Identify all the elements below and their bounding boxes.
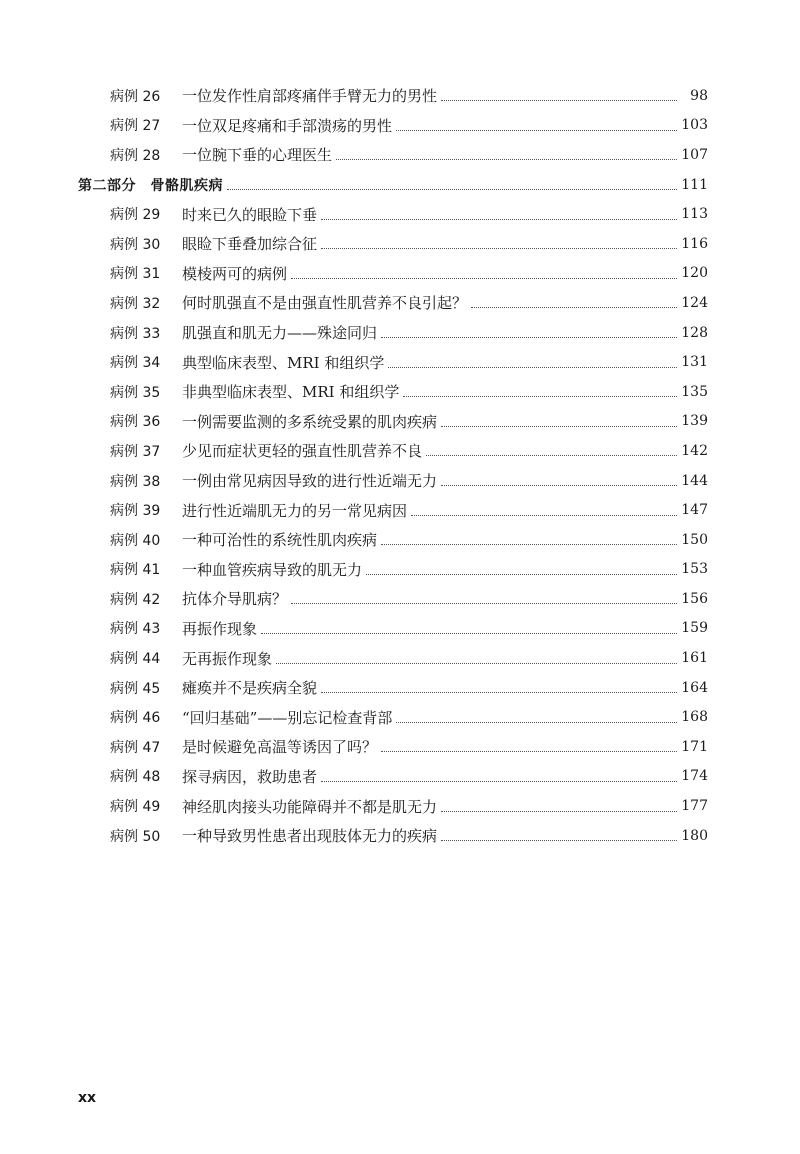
toc-entry-leader-line (182, 144, 680, 165)
toc-entry-number: 病例 30 (110, 236, 161, 253)
toc-entry-title: 瘫痪并不是疾病全貌 (182, 679, 318, 698)
toc-entry-title: 一例由常见病因导致的进行性近端无力 (182, 472, 438, 491)
table-of-contents (0, 81, 800, 850)
toc-entry-number: 病例 26 (110, 88, 161, 105)
dot-leader (441, 100, 677, 101)
toc-entry-title: 非典型临床表型、MRI 和组织学 (182, 383, 400, 402)
toc-entry-leader-line (182, 736, 680, 757)
toc-entry-number: 病例 40 (110, 532, 161, 549)
toc-entry-page-number: 98 (690, 87, 708, 104)
toc-entry-title: 一种可治性的系统性肌肉疾病 (182, 531, 378, 550)
toc-entry[interactable] (0, 466, 800, 496)
dot-leader (441, 840, 677, 841)
toc-entry-title: 是时候避免高温等诱因了吗？ (182, 738, 378, 757)
toc-entry-number: 病例 32 (110, 295, 161, 312)
toc-entry-number: 病例 38 (110, 473, 161, 490)
toc-entry-number: 病例 45 (110, 680, 161, 697)
toc-entry-leader-line (182, 440, 680, 461)
dot-leader (403, 396, 677, 397)
toc-entry-title: 眼睑下垂叠加综合征 (182, 235, 318, 254)
dot-leader (291, 278, 677, 279)
dot-leader (381, 751, 677, 752)
dot-leader (227, 189, 677, 190)
toc-entry[interactable] (0, 643, 800, 673)
toc-entry-title: 典型临床表型、MRI 和组织学 (182, 353, 385, 372)
toc-entry-number: 病例 48 (110, 769, 161, 786)
toc-entry-number: 病例 47 (110, 739, 161, 756)
toc-entry[interactable] (0, 81, 800, 111)
toc-entry-leader-line (182, 85, 680, 106)
toc-entry-title: 时来已久的眼睑下垂 (182, 205, 318, 224)
toc-entry[interactable] (0, 229, 800, 259)
dot-leader (261, 633, 677, 634)
dot-leader (426, 455, 677, 456)
toc-entry-number: 病例 27 (110, 118, 161, 135)
toc-entry-leader-line (182, 470, 680, 491)
toc-entry-number: 病例 29 (110, 207, 161, 224)
toc-entry-page-number: 128 (681, 324, 708, 341)
toc-entry-leader-line (182, 500, 680, 521)
toc-entry-page-number: 174 (681, 768, 708, 785)
toc-entry-page-number: 177 (681, 798, 708, 815)
toc-entry-leader-line (182, 411, 680, 432)
toc-entry-page-number: 111 (681, 176, 708, 193)
toc-entry-title: 进行性近端肌无力的另一常见病因 (182, 501, 408, 520)
toc-entry-page-number: 135 (681, 383, 708, 400)
dot-leader (321, 219, 677, 220)
toc-entry-leader-line (182, 233, 680, 254)
toc-entry-number: 病例 46 (110, 710, 161, 727)
toc-entry-title: 抗体介导肌病？ (182, 590, 288, 609)
toc-entry-leader-line (182, 618, 680, 639)
toc-entry[interactable] (0, 436, 800, 466)
toc-entry-page-number: 144 (681, 472, 708, 489)
toc-entry-number: 病例 42 (110, 591, 161, 608)
toc-entry-page-number: 171 (681, 738, 708, 755)
toc-entry[interactable] (0, 555, 800, 585)
toc-entry-number: 病例 33 (110, 325, 161, 342)
toc-entry-number: 病例 44 (110, 651, 161, 668)
toc-entry-page-number: 113 (681, 206, 708, 223)
page-number: xx (78, 1090, 97, 1106)
toc-entry-title: 模棱两可的病例 (182, 264, 288, 283)
toc-entry[interactable] (0, 347, 800, 377)
toc-entry-number: 病例 50 (110, 828, 161, 845)
toc-entry[interactable] (0, 111, 800, 141)
dot-leader (276, 663, 677, 664)
toc-entry[interactable] (0, 702, 800, 732)
dot-leader (291, 603, 677, 604)
toc-entry-page-number: 120 (681, 265, 708, 282)
toc-entry-number: 病例 41 (110, 562, 161, 579)
toc-entry-number: 病例 31 (110, 266, 161, 283)
toc-entry-number: 病例 37 (110, 443, 161, 460)
toc-entry-title: 无再振作现象 (182, 649, 273, 668)
dot-leader (441, 485, 677, 486)
toc-entry-leader-line (182, 796, 680, 817)
toc-entry[interactable] (0, 140, 800, 170)
toc-entry-page-number: 180 (681, 827, 708, 844)
toc-entry-page-number: 107 (681, 146, 708, 163)
toc-entry-title: 一种导致男性患者出现肢体无力的疾病 (182, 827, 438, 846)
toc-entry-page-number: 103 (681, 117, 708, 134)
toc-entry-title: 少见而症状更轻的强直性肌营养不良 (182, 442, 423, 461)
toc-entry-leader-line (182, 825, 680, 846)
toc-entry[interactable] (0, 791, 800, 821)
toc-entry-page-number: 139 (681, 413, 708, 430)
toc-entry-title: 一种血管疾病导致的肌无力 (182, 560, 363, 579)
toc-part-title: 第二部分 骨骼肌疾病 (78, 177, 223, 194)
toc-entry-leader-line (78, 175, 680, 195)
toc-entry-page-number: 159 (681, 620, 708, 637)
dot-leader (396, 130, 677, 131)
toc-entry[interactable] (0, 318, 800, 348)
toc-entry-page-number: 147 (681, 502, 708, 519)
toc-entry-leader-line (182, 529, 680, 550)
toc-entry-page-number: 116 (681, 235, 708, 252)
toc-entry[interactable] (0, 259, 800, 289)
toc-entry-leader-line (182, 766, 680, 787)
dot-leader (381, 337, 677, 338)
dot-leader (396, 722, 677, 723)
toc-entry[interactable] (0, 199, 800, 229)
toc-entry-leader-line (182, 707, 680, 728)
toc-entry[interactable] (0, 525, 800, 555)
toc-entry-leader-line (182, 381, 680, 402)
toc-entry-page-number: 131 (681, 354, 708, 371)
dot-leader (471, 307, 677, 308)
toc-entry-leader-line (182, 648, 680, 669)
toc-entry-page-number: 124 (681, 294, 708, 311)
dot-leader (411, 515, 677, 516)
toc-part-heading[interactable] (0, 170, 800, 200)
toc-entry-page-number: 153 (681, 561, 708, 578)
toc-entry-page-number: 142 (681, 442, 708, 459)
dot-leader (441, 426, 677, 427)
dot-leader (336, 159, 677, 160)
toc-entry-number: 病例 36 (110, 414, 161, 431)
toc-entry[interactable] (0, 495, 800, 525)
toc-entry-leader-line (182, 263, 680, 284)
toc-entry-title: 一位双足疼痛和手部溃疡的男性 (182, 116, 393, 135)
toc-entry-leader-line (182, 115, 680, 136)
toc-entry-leader-line (182, 322, 680, 343)
toc-entry[interactable] (0, 584, 800, 614)
toc-entry-leader-line (182, 204, 680, 225)
dot-leader (441, 811, 677, 812)
toc-entry-page-number: 164 (681, 679, 708, 696)
dot-leader (381, 544, 677, 545)
toc-entry[interactable] (0, 762, 800, 792)
toc-entry-leader-line (182, 588, 680, 609)
toc-entry-title: “回归基础”——别忘记检查背部 (182, 708, 393, 727)
toc-entry-leader-line (182, 559, 680, 580)
toc-entry-number: 病例 49 (110, 799, 161, 816)
toc-entry[interactable] (0, 821, 800, 851)
toc-entry-number: 病例 39 (110, 503, 161, 520)
toc-entry[interactable] (0, 407, 800, 437)
dot-leader (321, 781, 677, 782)
toc-entry-leader-line (182, 292, 680, 313)
toc-entry[interactable] (0, 614, 800, 644)
toc-entry[interactable] (0, 732, 800, 762)
toc-entry[interactable] (0, 288, 800, 318)
toc-entry-leader-line (182, 352, 680, 373)
toc-entry-title: 再振作现象 (182, 619, 258, 638)
toc-entry-page-number: 168 (681, 709, 708, 726)
toc-entry-page-number: 150 (681, 531, 708, 548)
dot-leader (321, 692, 677, 693)
toc-entry-title: 一例需要监测的多系统受累的肌肉疾病 (182, 412, 438, 431)
toc-entry-title: 一位发作性肩部疼痛伴手臂无力的男性 (182, 87, 438, 106)
dot-leader (366, 574, 677, 575)
toc-entry-page-number: 161 (681, 650, 708, 667)
toc-entry-number: 病例 43 (110, 621, 161, 638)
dot-leader (321, 248, 677, 249)
toc-entry-page-number: 156 (681, 590, 708, 607)
toc-entry-title: 探寻病因，救助患者 (182, 767, 318, 786)
toc-entry-leader-line (182, 677, 680, 698)
dot-leader (388, 367, 677, 368)
toc-entry-number: 病例 28 (110, 147, 161, 164)
toc-entry-title: 一位腕下垂的心理医生 (182, 146, 333, 165)
toc-entry[interactable] (0, 673, 800, 703)
toc-entry[interactable] (0, 377, 800, 407)
toc-entry-title: 神经肌肉接头功能障碍并不都是肌无力 (182, 797, 438, 816)
toc-entry-number: 病例 35 (110, 384, 161, 401)
toc-entry-number: 病例 34 (110, 355, 161, 372)
toc-entry-title: 肌强直和肌无力——殊途同归 (182, 324, 378, 343)
toc-entry-title: 何时肌强直不是由强直性肌营养不良引起？ (182, 294, 468, 313)
